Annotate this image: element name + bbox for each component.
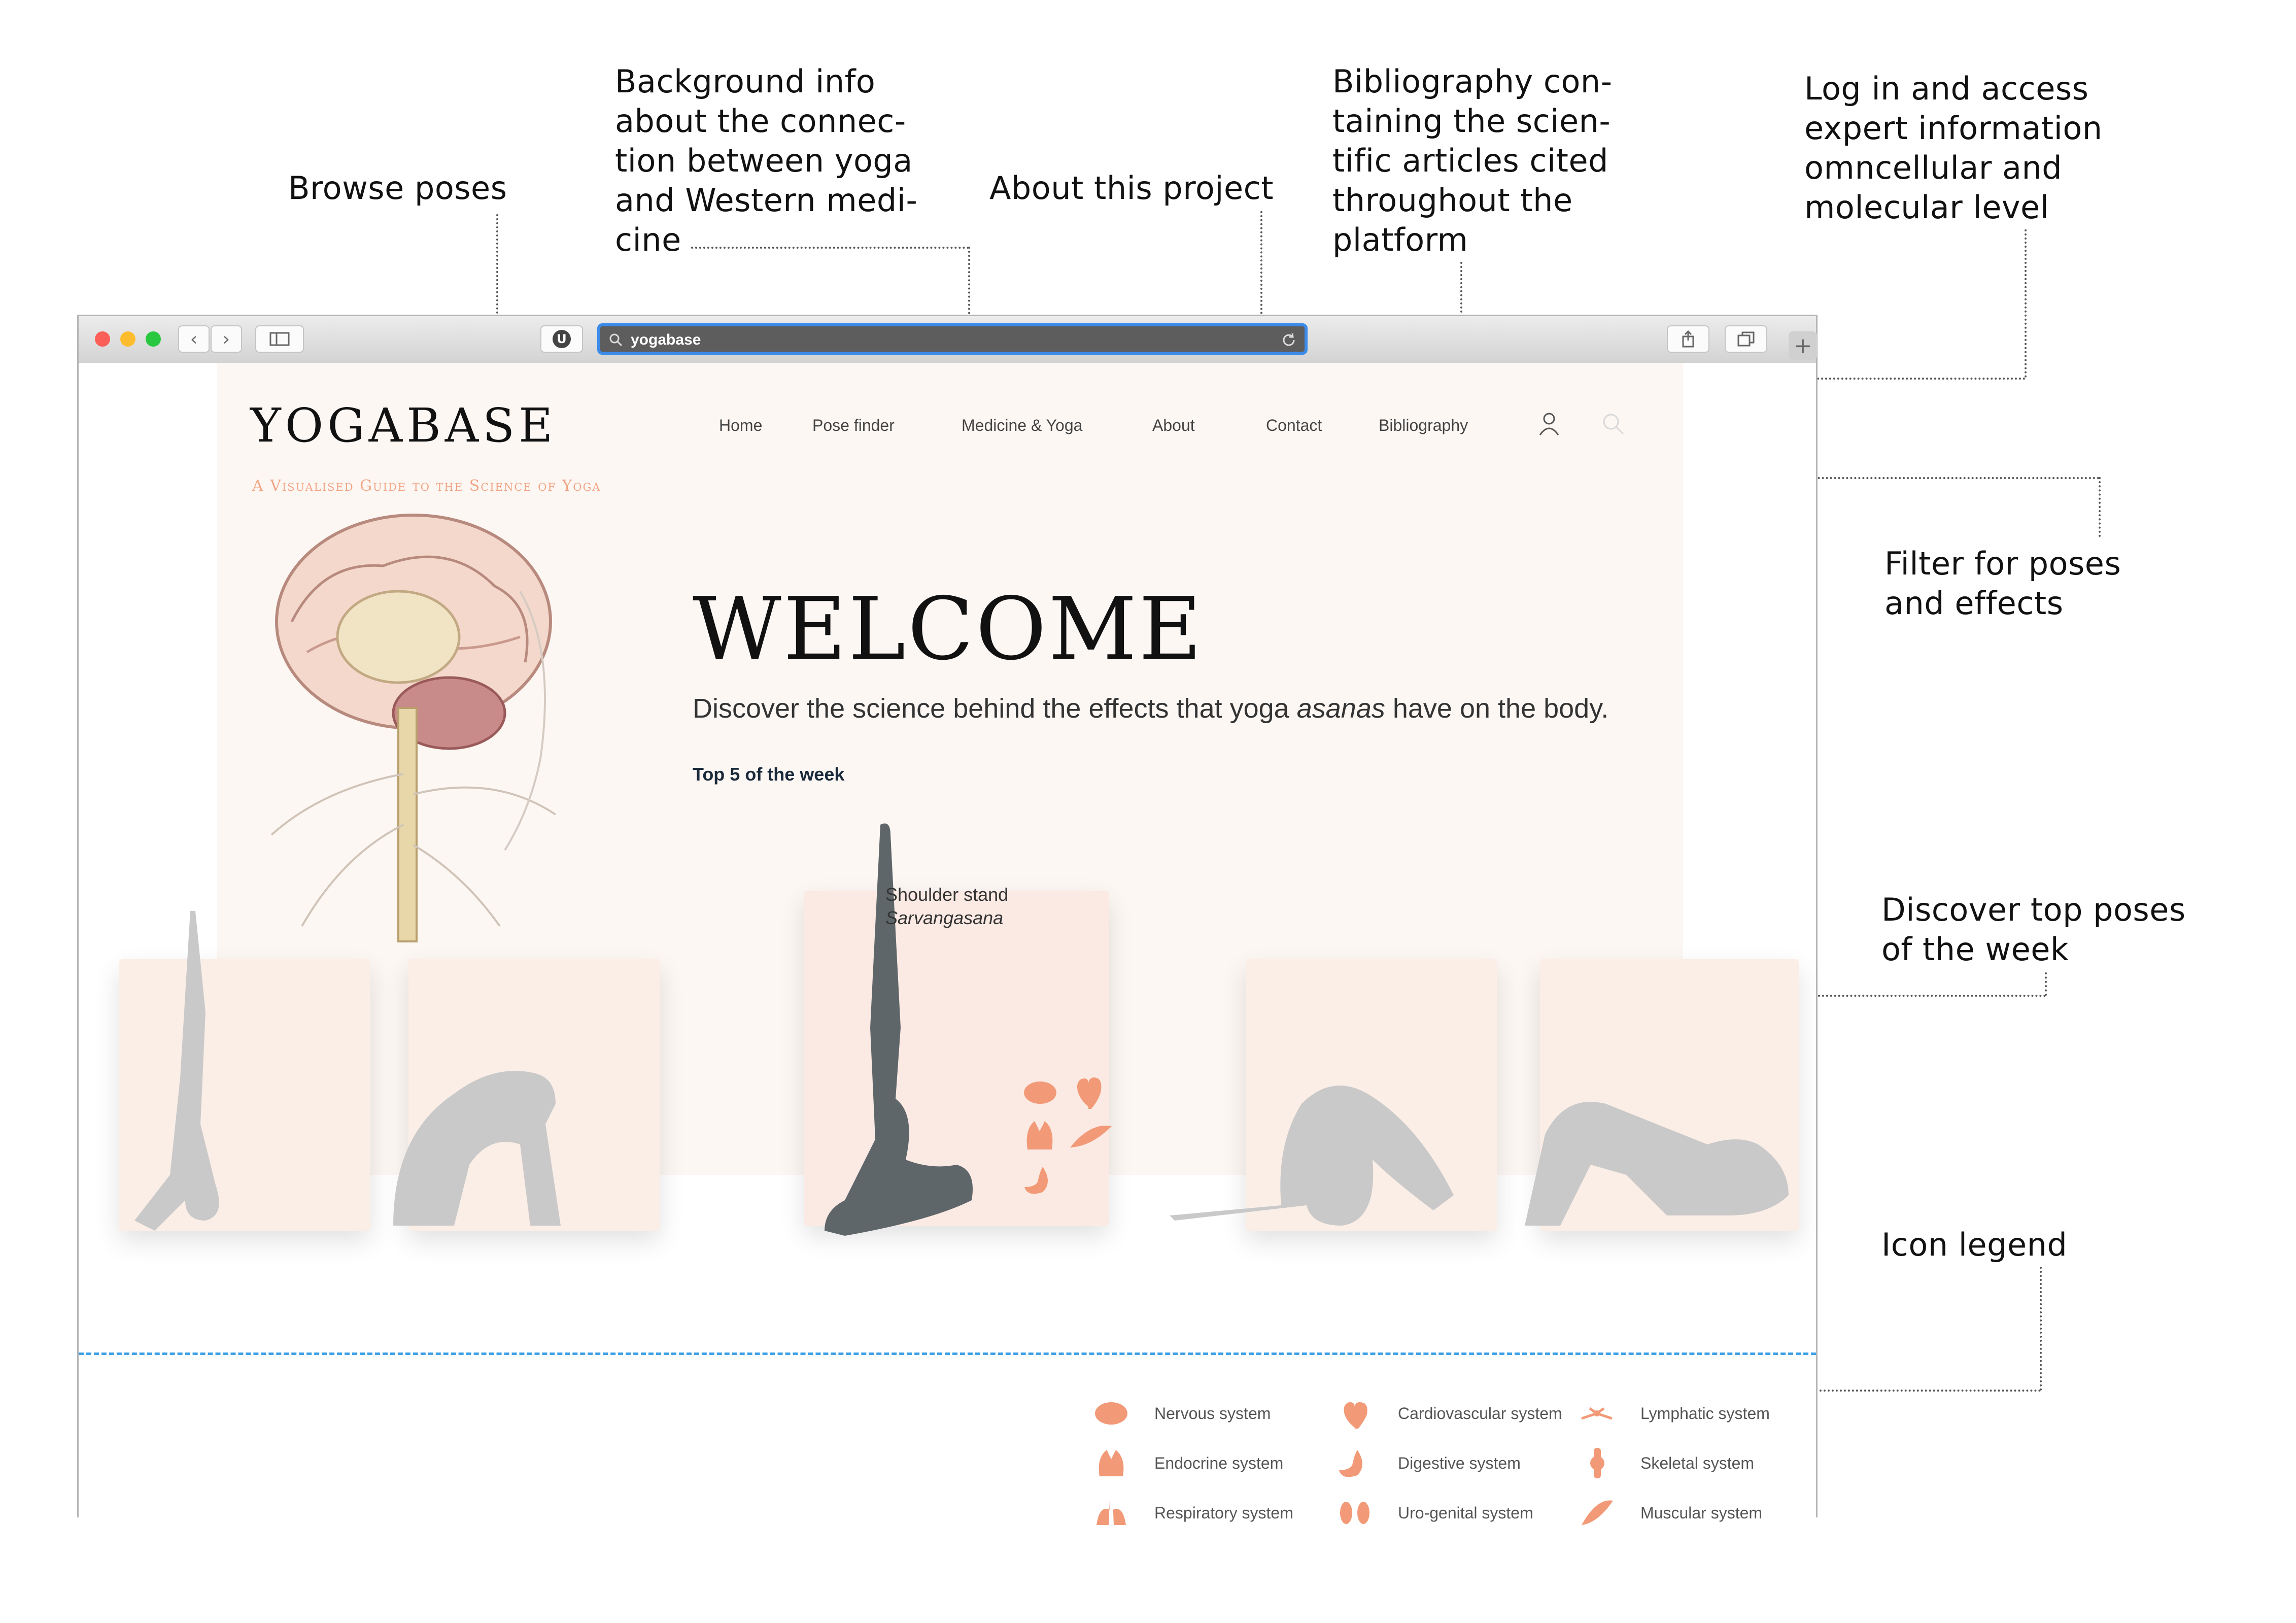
legend-respiratory-system [1093,1498,1293,1528]
camel-pose-figure [383,1033,576,1236]
legend-endocrine-system [1093,1448,1283,1478]
nav-about[interactable]: About [1152,416,1195,434]
legend-uro-genital-system [1337,1498,1533,1528]
share-icon [1681,330,1696,348]
hero-title: WELCOME [693,579,1204,680]
hero-subtitle-post: have on the body. [1385,693,1609,724]
muscle-icon [1580,1498,1615,1528]
legend-label: Lymphatic system [1640,1404,1770,1423]
muscle-icon [1068,1124,1114,1149]
reload-icon[interactable] [1280,331,1297,349]
new-tab-button[interactable] [1789,331,1817,360]
brain-icon [1022,1078,1058,1107]
callout-browse-poses: Browse poses [288,170,507,207]
legend-label: Cardiovascular system [1398,1404,1562,1423]
webpage [79,363,1816,1522]
leader-login-v [2025,229,2027,378]
browser-toolbar [79,316,1816,364]
callout-background-info: Background info about the connec- tion between yoga and Western medi- cine [615,63,918,258]
site-logo[interactable]: YOGABASE [250,398,557,453]
minimize-window-button[interactable] [120,331,135,347]
browser-window [77,315,1818,1522]
top5-heading: Top 5 of the week [693,764,845,785]
knee-icon [1580,1448,1615,1478]
hero-subtitle-em: asanas [1296,693,1385,724]
leader-bg-h [691,247,969,249]
heart-icon [1337,1398,1373,1429]
search-icon [608,332,624,348]
tabs-overview-button[interactable] [1725,325,1767,353]
callout-filter: Filter for poses and effects [1884,545,2121,622]
hero-subtitle-pre: Discover the science behind the effects that yoga [693,693,1297,724]
legend-label: Endocrine system [1154,1453,1284,1472]
thyroid-icon [1022,1119,1058,1152]
legend-digestive-system [1337,1448,1521,1478]
zoom-window-button[interactable] [146,331,161,347]
close-window-button[interactable] [95,331,110,347]
featured-pose-sanskrit: Sarvangasana [885,907,1004,928]
legend-label: Skeletal system [1640,1453,1755,1472]
stomach-icon [1022,1165,1058,1195]
leader-filter-v2 [2099,477,2101,537]
forward-button[interactable] [211,325,242,353]
kidneys-icon [1337,1498,1373,1528]
leader-legend-v [2040,1267,2042,1391]
hero-subtitle [693,693,1608,724]
lungs-icon [1093,1498,1129,1528]
lymph-icon [1580,1398,1615,1429]
featured-pose-name: Shoulder stand [885,884,1009,905]
brain-icon [1093,1398,1129,1429]
callout-about-project: About this project [989,170,1274,207]
tabs-icon [1737,331,1755,347]
share-button[interactable] [1667,325,1709,353]
featured-pose-title [885,883,1008,930]
sidebar-toggle-button[interactable] [255,325,304,353]
callout-bibliography: Bibliography con- taining the scien- tific articles cited throughout the platform [1332,63,1613,258]
address-bar[interactable] [597,323,1308,355]
legend-nervous-system [1093,1398,1271,1429]
legend-label: Uro-genital system [1398,1503,1533,1522]
nav-home[interactable]: Home [719,416,763,434]
legend-cardiovascular-system [1337,1398,1562,1429]
heart-icon [1073,1073,1104,1109]
legend-label: Digestive system [1398,1453,1521,1472]
callout-icon-legend: Icon legend [1881,1226,2068,1263]
extension-icon: U [553,330,571,348]
legend-label: Muscular system [1640,1503,1763,1522]
nav-pose-finder[interactable]: Pose finder [812,416,895,434]
legend-lymphatic-system [1580,1398,1770,1429]
leader-top-v [2045,972,2047,996]
legend-divider [79,1352,1816,1355]
chevron-right-icon: › [222,328,230,350]
callout-login: Log in and access expert information omncellular and molecular level [1804,70,2103,226]
user-icon[interactable] [1538,412,1560,436]
back-button[interactable] [178,325,210,353]
legend-label: Nervous system [1154,1404,1271,1423]
plus-icon: + [1793,332,1812,359]
legend-muscular-system [1580,1498,1762,1528]
chevron-left-icon: ‹ [190,328,198,350]
site-tagline: A Visualised Guide to the Science of Yoga [252,477,601,495]
sidebar-icon [269,332,290,346]
callout-discover-top: Discover top poses of the week [1881,891,2186,968]
legend-label: Respiratory system [1154,1503,1293,1522]
extension-button[interactable] [540,325,583,353]
url-text[interactable]: yogabase [631,331,701,348]
brain-illustration [246,490,642,946]
headstand-pose-figure [114,906,246,1241]
plough-pose-figure [1164,1023,1459,1236]
leader-legend-h [1795,1390,2041,1392]
legend-skeletal-system [1580,1448,1754,1478]
nav-contact[interactable]: Contact [1266,416,1322,434]
stomach-icon [1337,1448,1373,1478]
nav-medicine-yoga[interactable]: Medicine & Yoga [962,416,1083,434]
thyroid-icon [1093,1448,1129,1478]
bridge-pose-figure [1520,1063,1799,1236]
search-icon[interactable] [1601,412,1625,436]
nav-bibliography[interactable]: Bibliography [1379,416,1468,434]
